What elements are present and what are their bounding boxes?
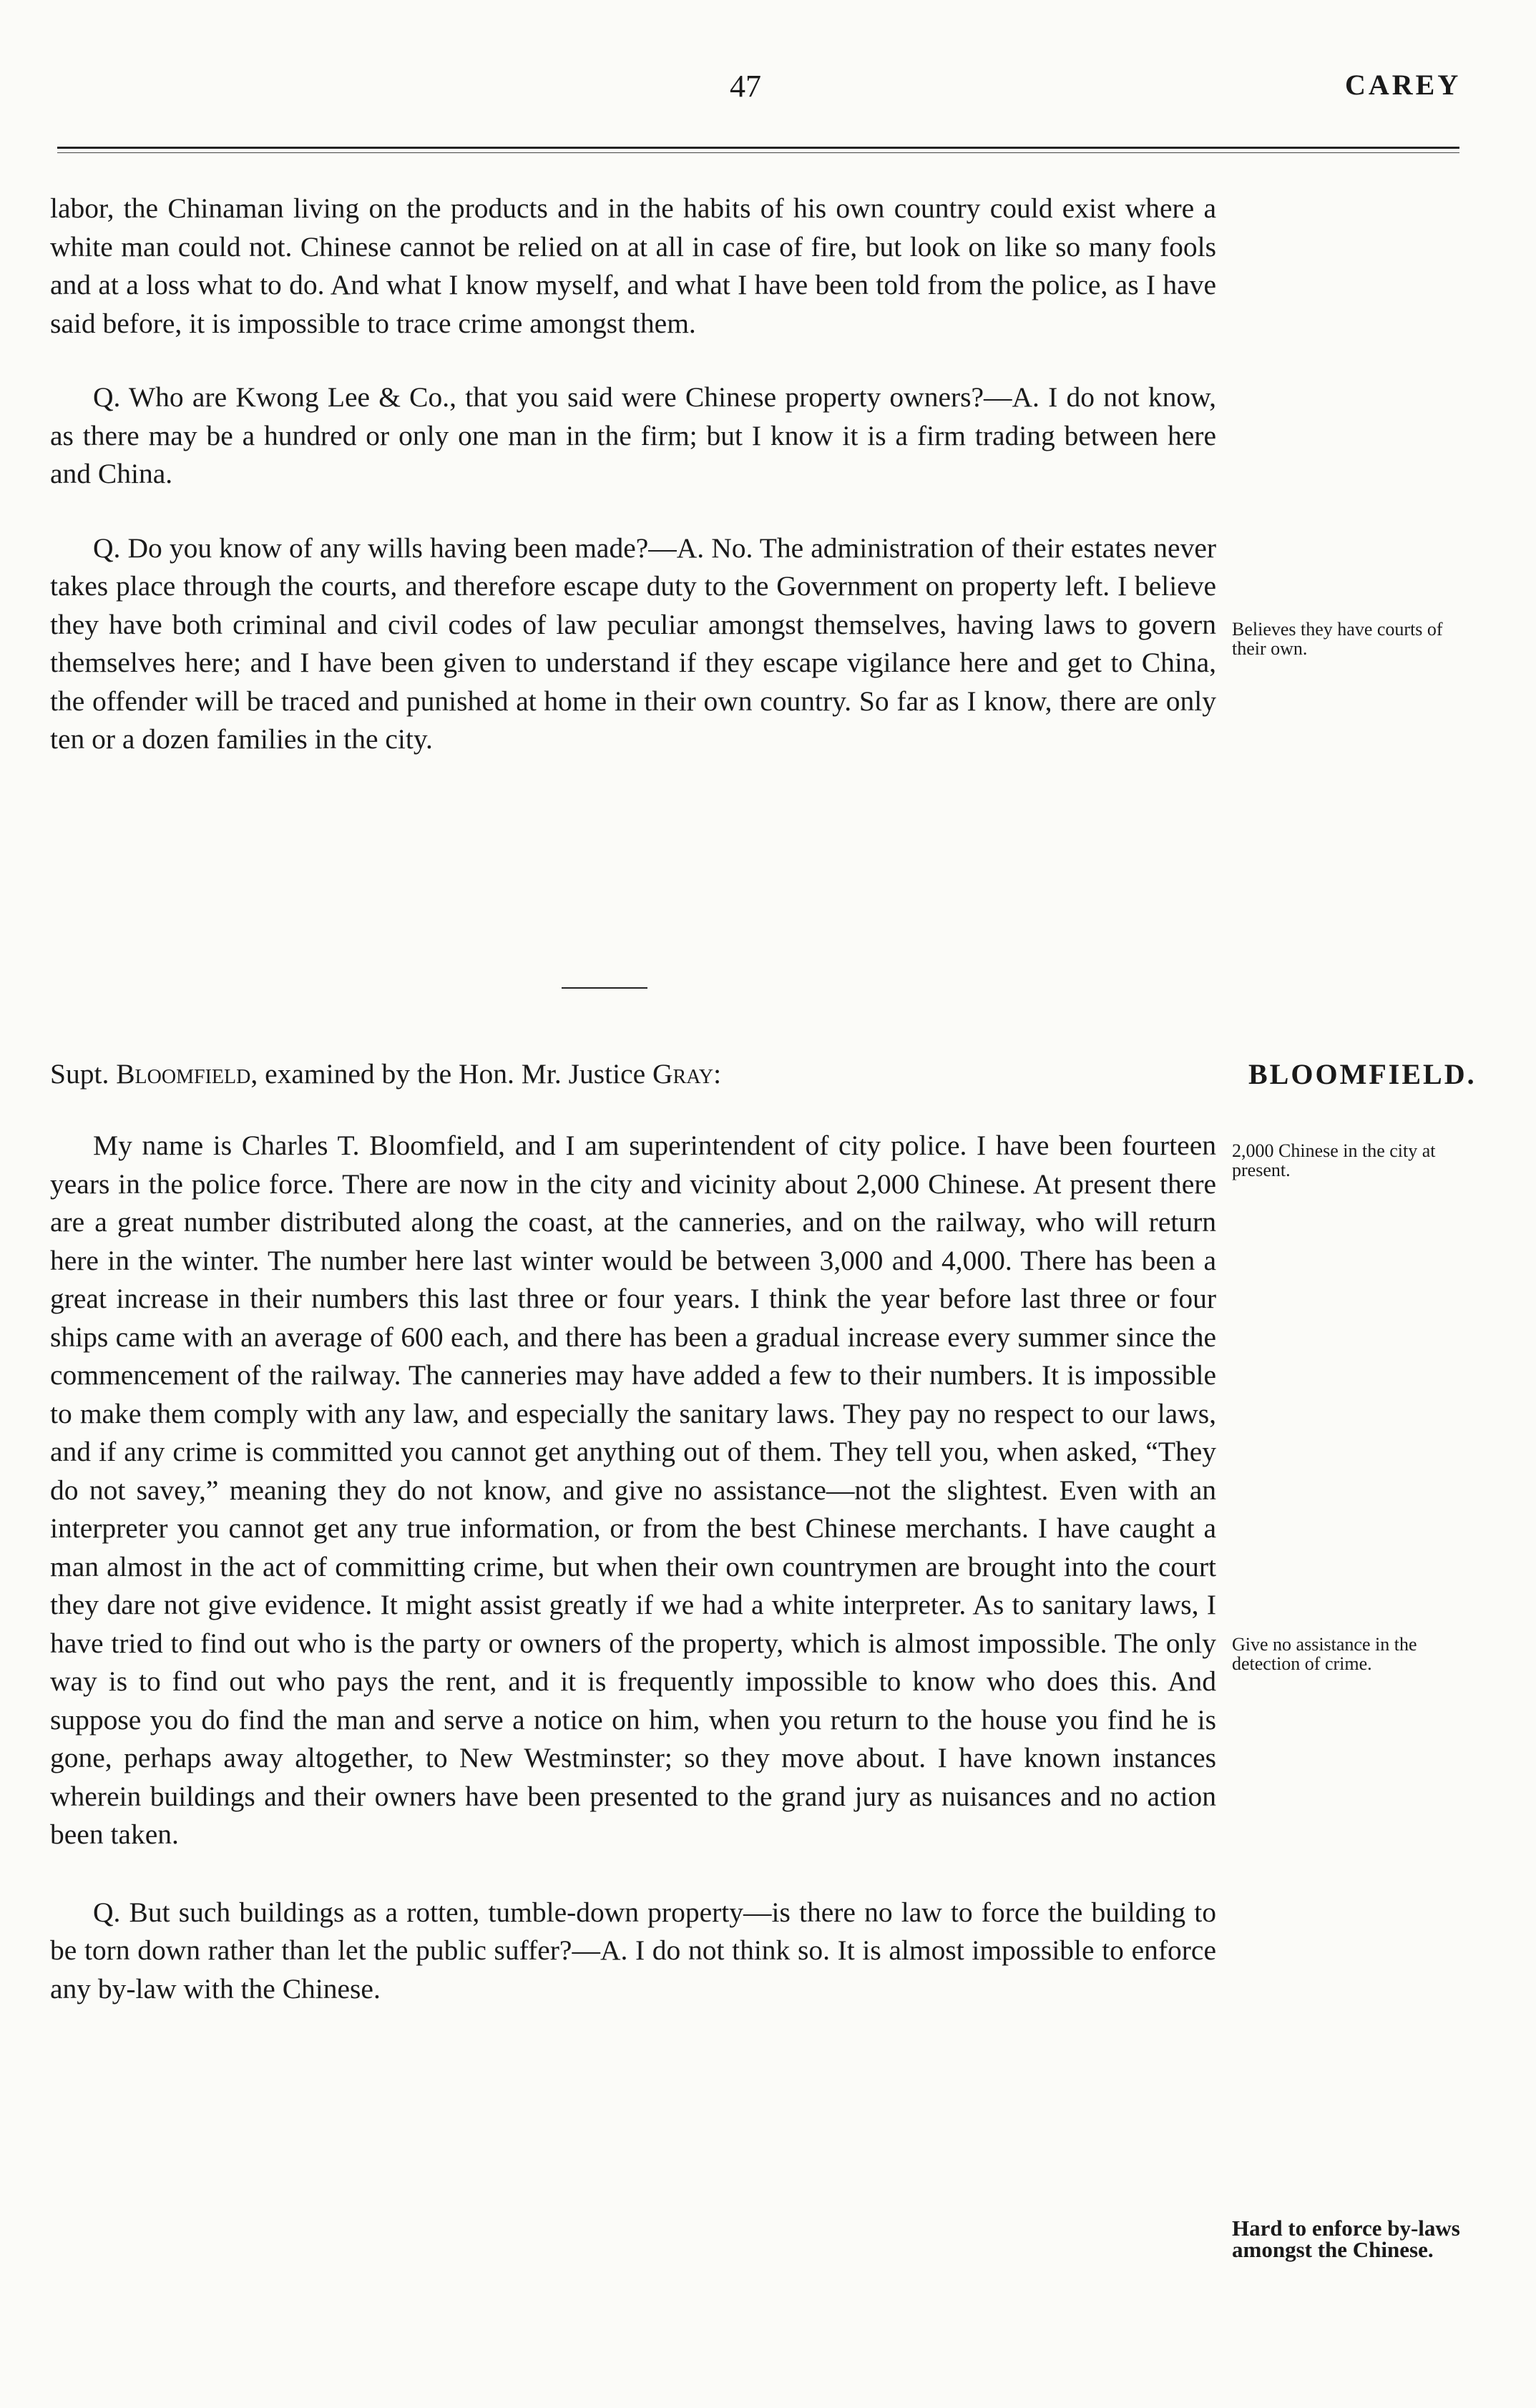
margin-note-by-laws: Hard to enforce by-laws amongst the Chinese.: [1232, 2216, 1460, 2262]
header-rule-thin: [57, 152, 1459, 153]
exam-judge: Gray:: [652, 1058, 722, 1090]
header-rule: [57, 147, 1459, 149]
witness-heading: BLOOMFIELD.: [1248, 1058, 1477, 1090]
exam-middle: examined by the Hon. Mr. Justice: [265, 1058, 646, 1090]
carey-paragraph-2: Q. Who are Kwong Lee & Co., that you said were Chinese property owners?—A. I do not know, as there may be a hundred or only one man in the firm; but I know it is a firm trading between here and China.: [50, 381, 1216, 489]
margin-note-no-assistance: Give no assistance in the detection of crime.: [1232, 1634, 1417, 1674]
exam-prefix: Supt.: [50, 1058, 109, 1090]
bloomfield-paragraph-1: My name is Charles T. Bloomfield, and I am superintendent of city police. I have been fourteen years in the police force. There are now in the city and vicinity about 2,000 Chinese. At present there are a great number distributed along the coast, at the canneries, and on the railway, who will return here in the winter. The number here last winter would be between 3,000 and 4,000. There has been a great increase in their numbers this last three or four years. I think the year before last three or four ships came with an average of 600 each, and there has been a gradual increase every summer since the commencement of the railway. The canneries may have added a few to their numbers. It is impossible to make them comply with any law, and especially the sanitary laws. They pay no respect to our laws, and if any crime is committed you cannot get anything out of them. They tell you, when asked, “They do not savey,” meaning they do not know, and give no assistance—not the slightest. Even with an interpreter you cannot get any true information, or from the best Chinese merchants. I have caught a man almost in the act of committing crime, but when their own countrymen are brought into the court they dare not give evidence. It might assist greatly if we had a white interpreter. As to sanitary laws, I have tried to find out who is the party or owners of the property, which is almost impossible. The only way is to find out who pays the rent, and it is frequently impossible to know who does this. And suppose you do find the man and serve a notice on him, when you return to the house you find he is gone, perhaps away altogether, to New Westminster; so they move about. I have known instances wherein buildings and their owners have been presented to the grand jury as nuisances and no action been taken.: [50, 1130, 1216, 1850]
margin-note-chinese-count: 2,000 Chinese in the city at present.: [1232, 1140, 1436, 1180]
carey-paragraph-3: Q. Do you know of any wills having been made?—A. No. The administration of their estates never takes place through the courts, and therefore escape duty to the Government on property left. I believe they have both criminal and civil codes of law peculiar amongst themselves, having laws to govern themselves here; and I have been given to understand if they escape vigilance here and get to China, the offender will be traced and punished at home in their own country. So far as I know, there are only ten or a dozen families in the city.: [50, 532, 1216, 755]
bloomfield-text-column: [50, 1127, 1216, 2008]
section-divider: [562, 987, 647, 989]
examination-heading: [50, 1057, 721, 1090]
exam-witness-name: Bloomfield,: [116, 1058, 258, 1090]
margin-note-courts: Believes they have courts of their own.: [1232, 619, 1443, 659]
page-number: 47: [730, 69, 761, 104]
carey-paragraph-1: labor, the Chinaman living on the products and in the habits of his own country could exist where a white man could not. Chinese cannot be relied on at all in case of fire, but look on like so many fools and at a loss what to do. And what I know myself, and what I have been told from the police, as I have said before, it is impossible to trace crime amongst them.: [50, 192, 1216, 339]
carey-text-column: [50, 190, 1216, 759]
bloomfield-paragraph-2: Q. But such buildings as a rotten, tumble-down property—is there no law to force the building to be torn down rather than let the public suffer?—A. I do not think so. It is almost impossible to enforce any by-law with the Chinese.: [50, 1896, 1216, 2005]
running-head: CAREY: [1345, 69, 1462, 101]
